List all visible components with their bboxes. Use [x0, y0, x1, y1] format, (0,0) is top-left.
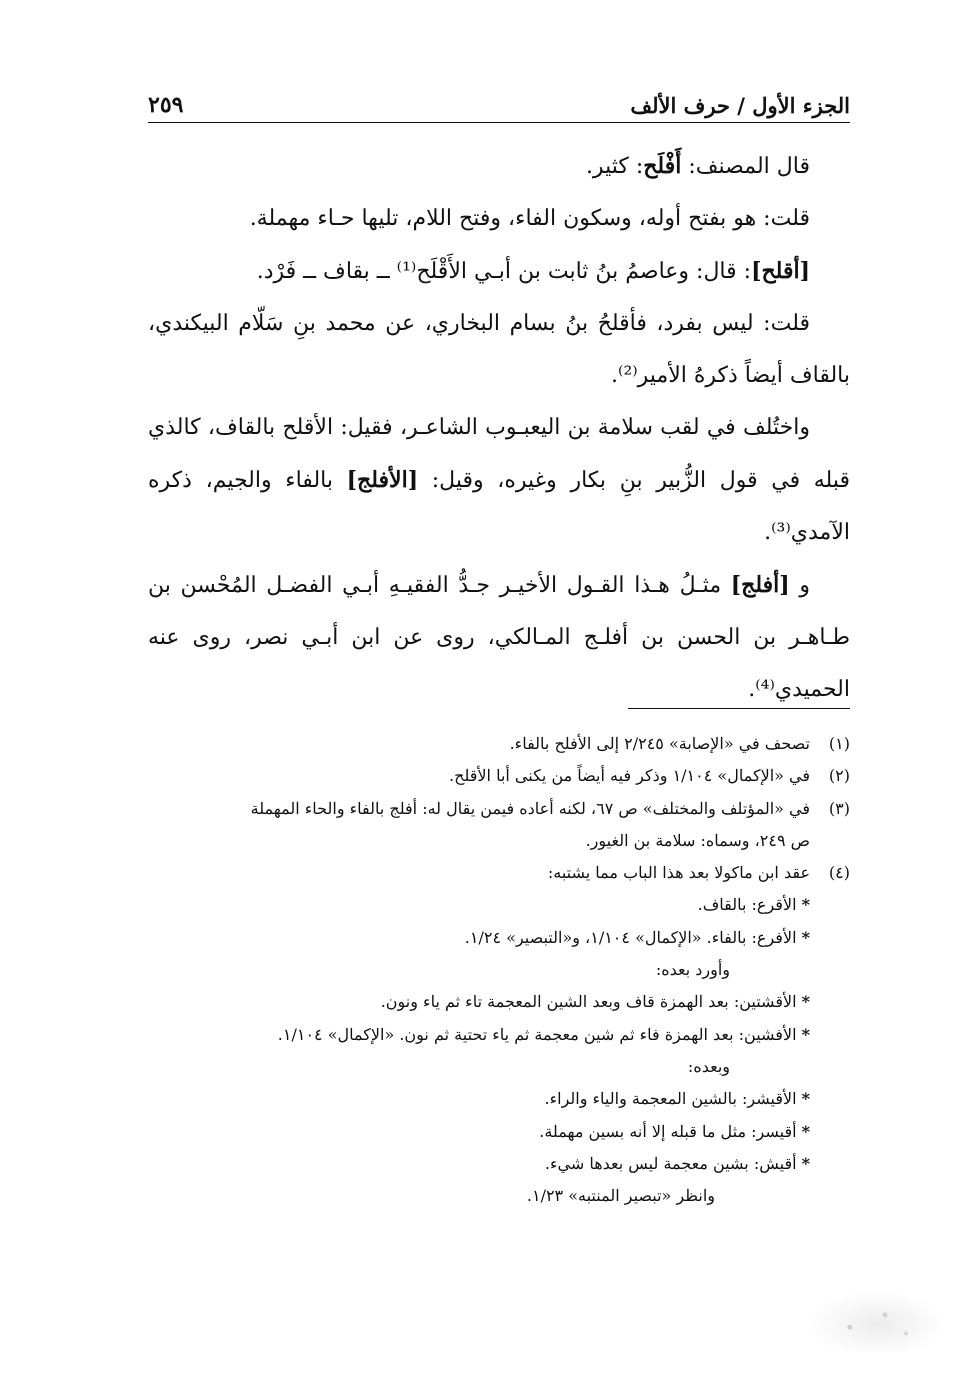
- footnote-text: [148, 793, 810, 858]
- footnote-4: [148, 857, 850, 1212]
- paragraph-3: [148, 245, 850, 298]
- item-text: أقيسر: مثل ما قبله إلا أنه بسين مهملة.: [539, 1121, 797, 1141]
- p1-post: : كثير.: [585, 154, 644, 179]
- footnote-1: [148, 728, 850, 760]
- item-text: الأفشين: بعد الهمزة فاء ثم شين معجمة ثم ياء تحتية ثم نون. «الإكمال» ١/١٠٤.: [277, 1024, 797, 1044]
- p3-text: : قال: وعاصمُ بنُ ثابت بن أبـي الأَقْلَح⁽¹⁾ ــ بقاف ــ فَرْد.: [256, 259, 752, 284]
- footnote-number: (١): [828, 734, 850, 753]
- p5-post: بالفاء والجيم، ذكره الآمدي⁽³⁾.: [148, 468, 850, 545]
- item-text: الأقيشر: بالشين المعجمة والياء والراء.: [544, 1089, 797, 1109]
- footnote-line: وأورد بعده:: [655, 960, 730, 980]
- footnote-list-item: [148, 986, 810, 1018]
- footnote-list-item: [148, 889, 810, 921]
- footnote-number: (٣): [828, 798, 850, 818]
- p6-post: مثـلُ هـذا القـول الأخيـر جـدُّ الفقيـهِ أبـي الفضـل المُحْسن بن طـاهـر بن الحسن بن أفلـج المـالكي، روى عن ابن أبـي نصر، روى عنه الحميدي⁽⁴⁾.: [148, 573, 850, 702]
- p6-headword: [أفلج]: [730, 572, 790, 598]
- p1-pre: قال المصنف:: [681, 154, 810, 179]
- footnote-list-item: [148, 1116, 810, 1148]
- item-text: أقيش: بشين معجمة ليس بعدها شيء.: [544, 1153, 797, 1173]
- footnote-number: (٢): [828, 766, 850, 786]
- scan-smudge: [808, 1290, 948, 1352]
- paragraph-6: [148, 559, 850, 716]
- item-text: الأقشتين: بعد الهمزة قاف وبعد الشين المعجمة تاء ثم ياء ونون.: [380, 992, 797, 1012]
- footnote-list-item: [148, 922, 810, 954]
- footnote-2: [148, 760, 850, 792]
- p1-headword: أَفْلَح: [643, 153, 682, 179]
- footnote-3: [148, 793, 850, 858]
- paragraph-5: [148, 402, 850, 559]
- footnote-text: في «الإكمال» ١/١٠٤ وذكر فيه أيضاً من يكنى أبا الأقلح.: [449, 766, 810, 786]
- bullet: *: [801, 1024, 810, 1044]
- item-text: الأقرع: بالقاف.: [697, 895, 797, 915]
- paragraph-1: [148, 140, 850, 193]
- p3-headword: [أقلح]: [751, 258, 810, 284]
- footnote-line: وبعده:: [687, 1056, 730, 1076]
- footnote-list-item: [148, 1019, 810, 1051]
- p5-pre: واختُلف في لقب سلامة بن اليعبـوب الشاعـر، فقيل: الأقلح بالقاف، كالذي قبله في قول الزُّبير بنِ بكار وغيره، وقيل:: [148, 415, 850, 493]
- bullet: *: [801, 927, 810, 947]
- paragraph-4: قلت: ليس بفرد، فأقلحُ بنُ بسام البخاري، عن محمد بنِ سَلّام البيكندي، بالقاف أيضاً ذكرهُ الأمير⁽²⁾.: [148, 311, 850, 388]
- footnote-line: في «المؤتلف والمختلف» ص ٦٧، لكنه أعاده فيمن يقال له: أفلج بالفاء والحاء المهملة: [250, 798, 810, 818]
- bullet: *: [801, 1089, 810, 1109]
- footnote-line: وانظر «تبصير المنتبه» ١/٢٣.: [526, 1186, 715, 1206]
- footnote-line: عقد ابن ماكولا بعد هذا الباب مما يشتبه:: [547, 863, 810, 883]
- footnote-list-item: [148, 1083, 810, 1115]
- p5-headword: [الأفلج]: [346, 467, 419, 493]
- item-text: الأفرع: بالفاء. «الإكمال» ١/١٠٤، و«التبصير» ١/٢٤.: [464, 927, 797, 947]
- main-text: [148, 140, 850, 716]
- page-number: ٢٥٩: [148, 92, 184, 118]
- footnote-line: ص ٢٤٩، وسماه: سلامة بن الغيور.: [585, 830, 810, 850]
- header-rule: [148, 122, 850, 123]
- bullet: *: [801, 1121, 810, 1141]
- footnote-list-item: [148, 1148, 810, 1180]
- bullet: *: [801, 992, 810, 1012]
- running-title: الجزء الأول / حرف الألف: [630, 93, 850, 118]
- footnote-number: (٤): [828, 863, 850, 883]
- footnote-text: [148, 857, 810, 1212]
- footnote-text: تصحف في «الإصابة» ٢/٢٤٥ إلى الأفلح بالفاء.: [509, 734, 810, 753]
- paragraph-2: قلت: هو بفتح أوله، وسكون الفاء، وفتح اللام، تليها حـاء مهملة.: [249, 206, 810, 231]
- p6-pre: و: [789, 573, 810, 598]
- page-header: [148, 78, 850, 118]
- bullet: *: [801, 1153, 810, 1173]
- bullet: *: [801, 895, 810, 915]
- footnote-separator: [628, 708, 850, 709]
- footnotes: [148, 728, 850, 1212]
